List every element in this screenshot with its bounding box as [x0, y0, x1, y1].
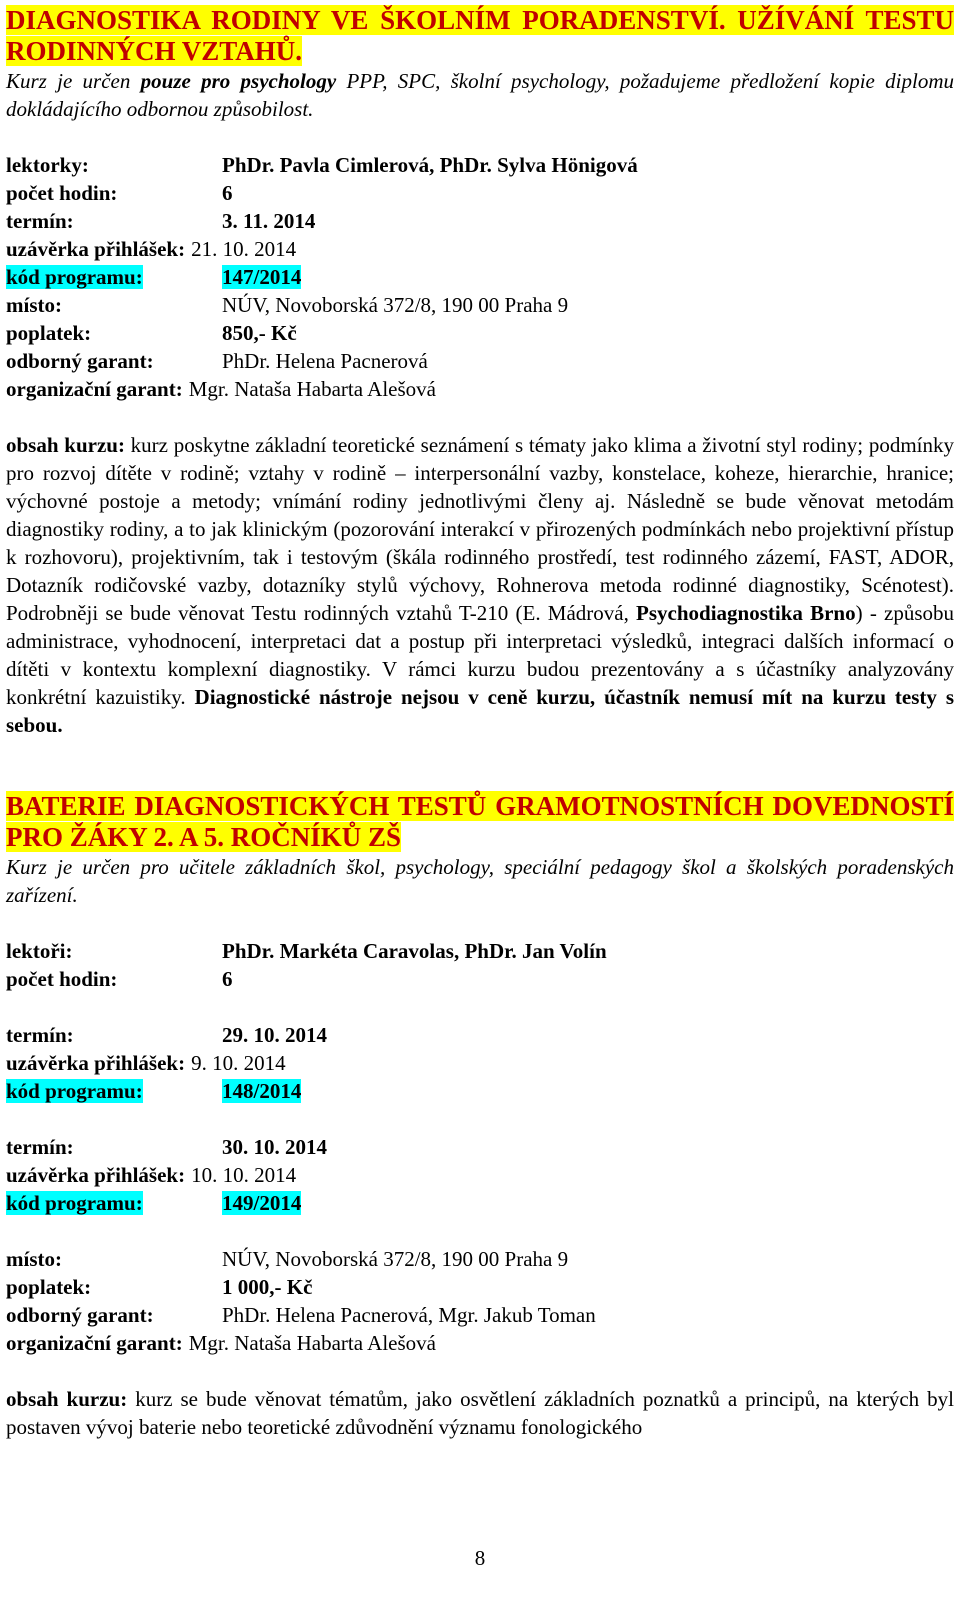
fee-row: poplatek: 1 000,- Kč: [6, 1275, 313, 1299]
course-intro: Kurz je určen pouze pro psychology PPP, SPC, školní psychology, požadujeme předložení kopie diplomu dokládajícího odbornou způsobilost.: [6, 69, 954, 121]
expert-guarantor-row: odborný garant: PhDr. Helena Pacnerová, Mgr. Jakub Toman: [6, 1303, 596, 1327]
deadline-row: uzávěrka přihlášek: 9. 10. 2014: [6, 1051, 286, 1075]
organizer-guarantor-row: organizační garant: Mgr. Nataša Habarta Alešová: [6, 377, 436, 401]
hours-row: počet hodin: 6: [6, 181, 233, 205]
hours-row: počet hodin: 6: [6, 967, 233, 991]
date-row: termín: 30. 10. 2014: [6, 1135, 327, 1159]
course-title: DIAGNOSTIKA RODINY VE ŠKOLNÍM PORADENSTVÍ. UŽÍVÁNÍ TESTU RODINNÝCH VZTAHŮ.: [6, 5, 954, 66]
fee-row: poplatek: 850,- Kč: [6, 321, 297, 345]
expert-guarantor-row: odborný garant: PhDr. Helena Pacnerová: [6, 349, 428, 373]
date-row: termín: 29. 10. 2014: [6, 1023, 327, 1047]
program-code-row: kód programu: 147/2014: [6, 265, 302, 289]
deadline-row: uzávěrka přihlášek: 21. 10. 2014: [6, 237, 297, 261]
course-section-family-diagnostics: [6, 0, 954, 739]
course-title: BATERIE DIAGNOSTICKÝCH TESTŮ GRAMOTNOSTNÍCH DOVEDNOSTÍ PRO ŽÁKY 2. A 5. ROČNÍKŮ ZŠ: [6, 791, 954, 852]
course-content: obsah kurzu: kurz se bude věnovat tématům, jako osvětlení základních poznatků a principů, na kterých byl postaven vývoj baterie nebo teoretické zdůvodnění významu fonologického: [6, 1387, 954, 1439]
program-code-row: kód programu: 148/2014: [6, 1079, 302, 1103]
organizer-guarantor-row: organizační garant: Mgr. Nataša Habarta Alešová: [6, 1331, 436, 1355]
deadline-row: uzávěrka přihlášek: 10. 10. 2014: [6, 1163, 297, 1187]
page-number: 8: [474, 1546, 486, 1570]
date-row: termín: 3. 11. 2014: [6, 209, 316, 233]
lecturers-row: lektoři: PhDr. Markéta Caravolas, PhDr. Jan Volín: [6, 939, 607, 963]
location-row: místo: NÚV, Novoborská 372/8, 190 00 Praha 9: [6, 293, 569, 317]
program-code-row: kód programu: 149/2014: [6, 1191, 302, 1215]
lecturers-row: lektorky: PhDr. Pavla Cimlerová, PhDr. Sylva Hönigová: [6, 153, 638, 177]
course-content: obsah kurzu: kurz poskytne základní teoretické seznámení s tématy jako klima a životní styl rodiny; podmínky pro rozvoj dítěte v rodině; vztahy v rodině – interpersonální vazby, konstelace, koheze, hierarchie, hranice; výchovné postoje a metody; vnímání rodiny jednotlivými členy aj. Následně se bude věnovat metodám diagnostiky rodiny, a to jak klinickým (pozorování interakcí v přirozených podmínkách nebo projektivní přístup k rozhovoru), projektivním, tak i testovým (škála rodinného prostředí, test rodinného zázemí, FAST, ADOR, Dotazník rodičovské vazby, dotazníky stylů výchovy, Rohnerova metoda rodinné diagnostiky, Scénotest). Podrobněji se bude věnovat Testu rodinných vztahů T-210 (E. Mádrová, Psychodiagnostika Brno) - způsobu administrace, vyhodnocení, interpretaci dat a postup při interpretaci výsledků, integraci dalších informací o dítěti v kontextu komplexní diagnostiky. V rámci kurzu budou prezentovány a s účastníky analyzovány konkrétní kazuistiky. Diagnostické nástroje nejsou v ceně kurzu, účastník nemusí mít na kurzu testy s sebou.: [6, 433, 955, 737]
course-intro: Kurz je určen pro učitele základních škol, psychology, speciální pedagogy škol a školských poradenských zařízení.: [6, 855, 954, 907]
location-row: místo: NÚV, Novoborská 372/8, 190 00 Praha 9: [6, 1247, 569, 1271]
course-section-literacy-tests: [6, 791, 954, 1441]
